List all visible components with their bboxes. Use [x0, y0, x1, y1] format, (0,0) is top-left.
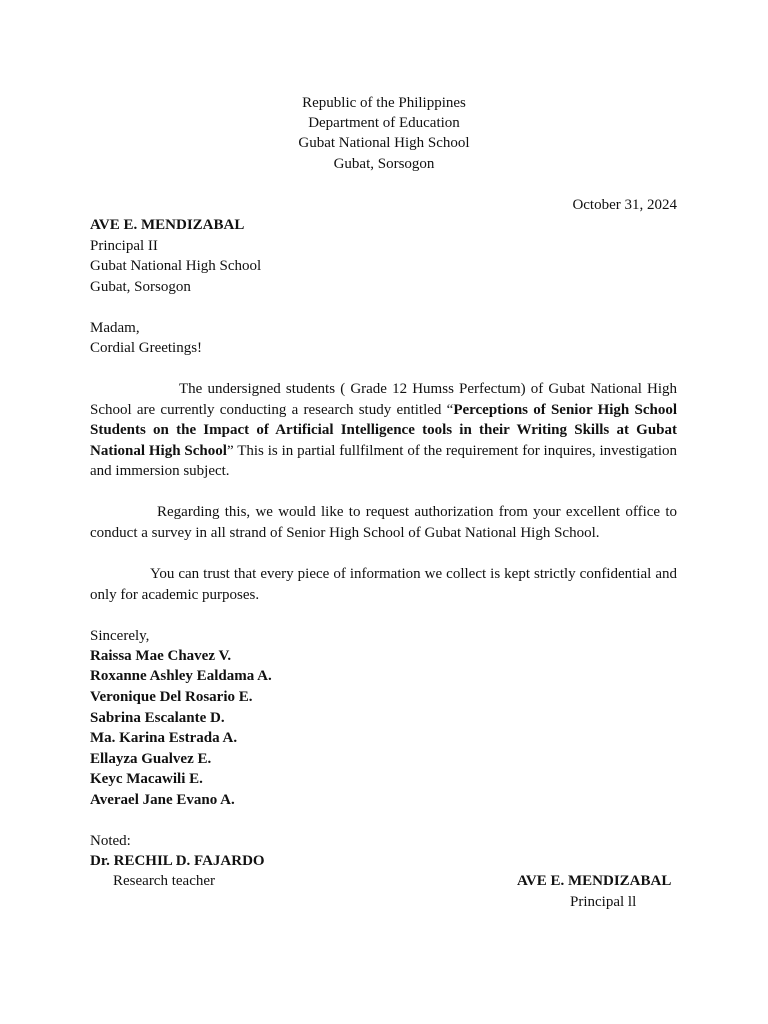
signatory-name: Keyc Macawili E.: [90, 771, 203, 787]
header-address: Gubat, Sorsogon: [333, 156, 435, 172]
noted-label: Noted:: [90, 833, 131, 849]
principal-name: AVE E. MENDIZABAL: [517, 873, 672, 889]
signatory-name: Veronique Del Rosario E.: [90, 689, 253, 705]
header-school: Gubat National High School: [298, 135, 470, 151]
greeting: Cordial Greetings!: [90, 340, 203, 356]
signatory-name: Ellayza Gualvez E.: [90, 751, 212, 767]
closing: Sincerely,: [90, 628, 150, 644]
salutation: Madam,: [90, 320, 140, 336]
signatory-name: Roxanne Ashley Ealdama A.: [90, 668, 272, 684]
teacher-name: Dr. RECHIL D. FAJARDO: [90, 853, 265, 869]
header-republic: Republic of the Philippines: [302, 95, 466, 111]
body-paragraph-1-end: ” This is in partial fullfilment of the requirement for inquires, investigation and immersion subject.: [90, 442, 677, 479]
recipient-school: Gubat National High School: [90, 258, 262, 274]
body-paragraph-1: [90, 379, 677, 482]
signatory-name: Sabrina Escalante D.: [90, 710, 225, 726]
body-paragraph-2: Regarding this, we would like to request authorization from your excellent office to conduct a survey in all strand of Senior High School of Gubat National High School.: [90, 504, 677, 541]
body-paragraph-1-intro: The undersigned students ( Grade 12 Humss Perfectum) of Gubat National High School are currently conducting a research study entitled “: [90, 381, 677, 418]
recipient-address: Gubat, Sorsogon: [90, 279, 191, 295]
research-title: Perceptions of Senior High School Students on the Impact of Artificial Intelligence tools in their Writing Skills at Gubat National High School: [90, 401, 677, 459]
header-department: Department of Education: [308, 115, 460, 131]
body-paragraph-3: You can trust that every piece of information we collect is kept strictly confidential and only for academic purposes.: [90, 566, 677, 603]
recipient-title: Principal II: [90, 238, 158, 254]
principal-title: Principal ll: [570, 894, 637, 910]
letter-date: October 31, 2024: [572, 197, 677, 213]
signatory-name: Averael Jane Evano A.: [90, 792, 235, 808]
signatory-name: Ma. Karina Estrada A.: [90, 730, 238, 746]
teacher-title: Research teacher: [113, 873, 216, 889]
recipient-name: AVE E. MENDIZABAL: [90, 217, 245, 233]
signatory-name: Raissa Mae Chavez V.: [90, 648, 232, 664]
